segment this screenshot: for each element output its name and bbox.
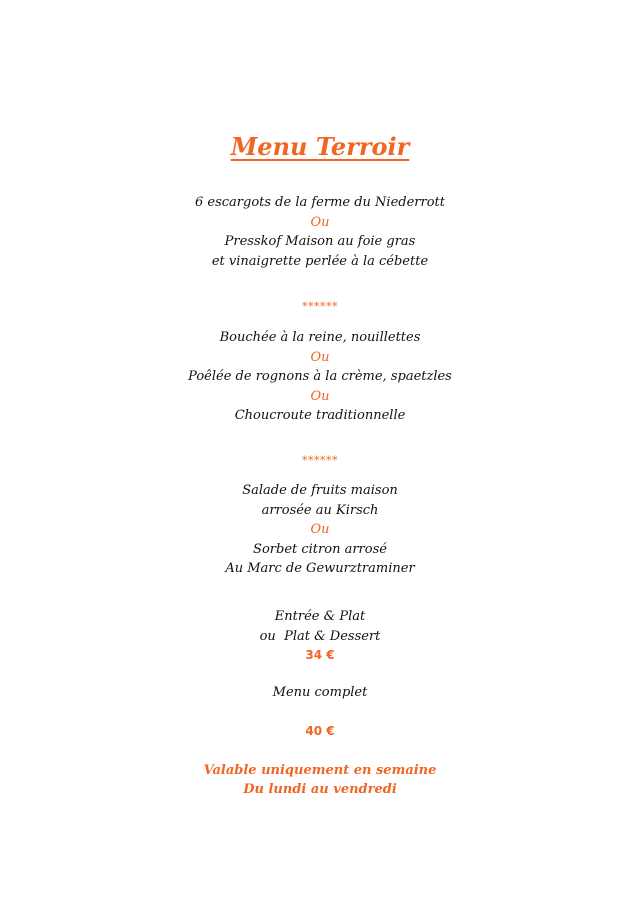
dessert-item-salade-line2: arrosée au Kirsch <box>261 502 379 518</box>
or-label: Ou <box>310 388 330 404</box>
dessert-item-salade-line1: Salade de fruits maison <box>242 483 398 498</box>
validity-line-weekdays: Valable uniquement en semaine <box>203 763 437 778</box>
or-label: Ou <box>310 522 330 537</box>
pricing-option-plat-dessert: ou Plat & Dessert <box>259 628 381 644</box>
menu-title: Menu Terroir <box>230 132 410 161</box>
or-label: Ou <box>310 349 330 365</box>
main-item-rognons: Poêlée de rognons à la crème, spaetzles <box>188 369 452 384</box>
main-item-choucroute: Choucroute traditionnelle <box>234 408 406 423</box>
dessert-item-sorbet-line2: Au Marc de Gewurztraminer <box>225 561 415 576</box>
starter-item-escargots: 6 escargots de la ferme du Niederrott <box>194 195 446 210</box>
mains-section <box>0 328 640 426</box>
pricing-section <box>0 607 640 666</box>
validity-line-days: Du lundi au vendredi <box>243 782 397 797</box>
main-item-bouchee: Bouchée à la reine, nouillettes <box>219 330 421 345</box>
validity-notice <box>0 761 640 799</box>
dessert-item-sorbet-line1: Sorbet citron arrosé <box>253 541 387 557</box>
separator-1: ****** <box>302 300 338 313</box>
starters-section <box>0 193 640 271</box>
full-menu-label: Menu complet <box>272 685 368 700</box>
or-label: Ou <box>310 214 330 230</box>
pricing-option-entree-plat: Entrée & Plat <box>274 609 366 624</box>
starter-item-presskof-line1: Presskof Maison au foie gras <box>224 234 416 249</box>
desserts-section <box>0 481 640 579</box>
price-full-menu: 40 € <box>305 724 335 738</box>
price-two-courses: 34 € <box>305 648 335 662</box>
separator-2: ****** <box>302 454 338 467</box>
starter-item-presskof-line2: et vinaigrette perlée à la cébette <box>211 253 429 269</box>
